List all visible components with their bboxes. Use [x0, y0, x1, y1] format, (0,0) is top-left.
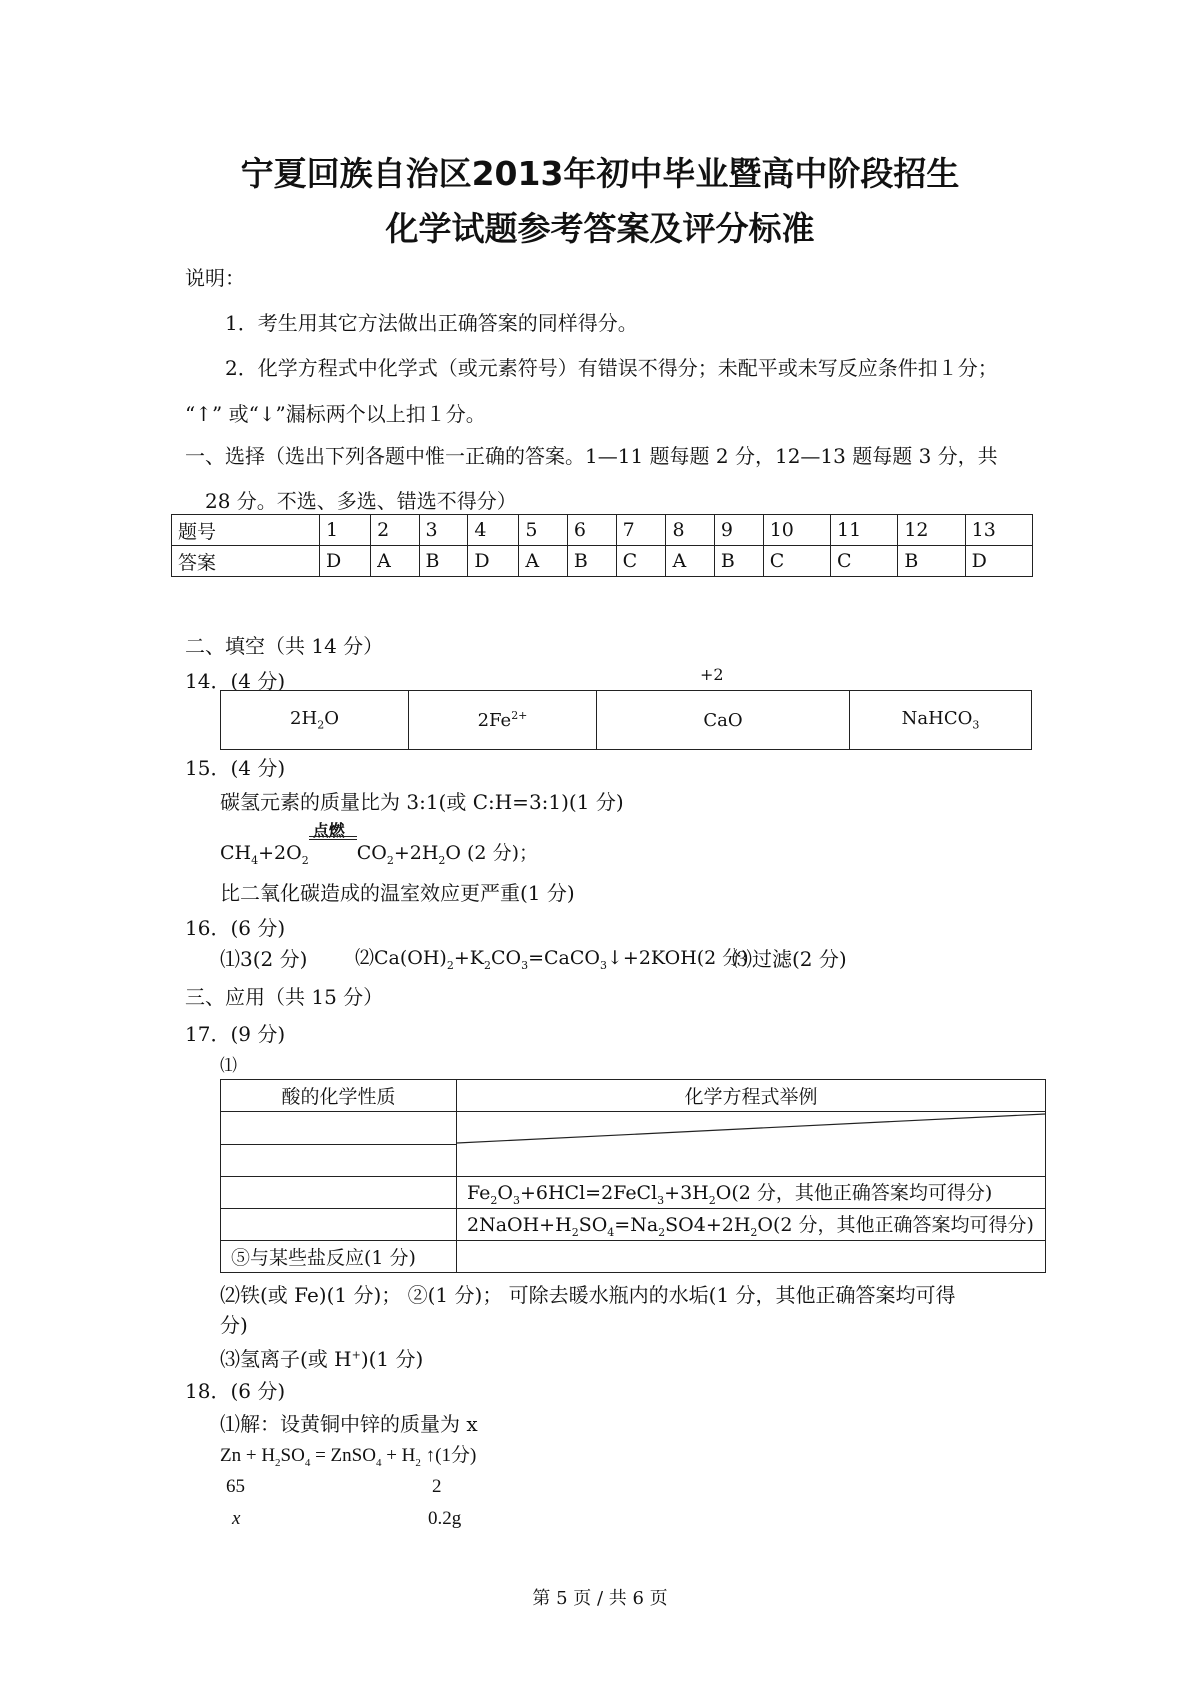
- q18-ratio-left-2: x: [232, 1508, 241, 1529]
- q17-sub1: ⑴: [220, 1056, 237, 1076]
- answer-cell: A: [519, 546, 567, 577]
- answer-cell: D: [468, 546, 519, 577]
- q17-cell: [221, 1209, 457, 1241]
- q17-col2-header: 化学方程式举例: [457, 1080, 1046, 1112]
- note-item-2-cont: “↑” 或“↓”漏标两个以上扣１分。: [185, 402, 486, 426]
- number-cell: 6: [567, 515, 616, 546]
- q18-ratio-right-2: 0.2g: [428, 1508, 462, 1529]
- q17-row3-equation: $Fe_2O_3+6HCl=2FeCl_3+3H_2O(2$ 分，其他正确答案均可得分): [457, 1177, 1046, 1209]
- q18-label: 18．(6 分): [185, 1379, 286, 1403]
- q17-sub3: ⑶氢离子(或 H+)(1 分): [220, 1347, 424, 1371]
- answer-table-answer-row: [172, 546, 1033, 577]
- q18-line-1: ⑴解：设黄铜中锌的质量为 x: [220, 1412, 478, 1436]
- number-cell: 7: [616, 515, 666, 546]
- section1-heading-cont: 28 分。不选、多选、错选不得分）: [205, 489, 517, 513]
- number-cell: 8: [666, 515, 714, 546]
- q16-answer-3: ⑶过滤(2 分): [732, 947, 847, 971]
- number-cell: 11: [831, 515, 898, 546]
- q17-cell: [221, 1144, 457, 1177]
- reaction-arrow: 点燃: [309, 842, 357, 864]
- answer-cell: B: [898, 546, 965, 577]
- q14-cell-3: CaO: [597, 691, 850, 750]
- q16-answer-1: ⑴3(2 分): [220, 947, 308, 971]
- answer-cell: C: [831, 546, 898, 577]
- notes-label: 说明：: [185, 266, 245, 290]
- q14-cell-2: $2Fe^{2+}$: [409, 691, 597, 750]
- q17-row5-label: ⑤与某些盐反应(1 分): [221, 1241, 457, 1273]
- number-cell: 1: [320, 515, 371, 546]
- answer-cell: A: [371, 546, 419, 577]
- q17-col1-header: 酸的化学性质: [221, 1080, 457, 1112]
- q15-line-3: 比二氧化碳造成的温室效应更严重(1 分): [220, 881, 575, 905]
- number-cell: 2: [371, 515, 419, 546]
- number-cell: 10: [763, 515, 830, 546]
- note-item-2: 2．化学方程式中化学式（或元素符号）有错误不得分；未配平或未写反应条件扣１分；: [225, 356, 998, 380]
- row-label-answer: 答案: [172, 546, 320, 577]
- q17-table: [220, 1079, 1046, 1273]
- answer-cell: B: [567, 546, 616, 577]
- answer-cell: D: [965, 546, 1032, 577]
- number-cell: 13: [965, 515, 1032, 546]
- answer-cell: D: [320, 546, 371, 577]
- number-cell: 4: [468, 515, 519, 546]
- answer-cell: B: [714, 546, 763, 577]
- q14-cell-4: NaHCO$_3$: [850, 691, 1032, 750]
- q17-cell: [221, 1177, 457, 1209]
- q15-equation: $CH_4+2O_2$ 点燃 $CO_2+2H_2O$ (2 分)；: [220, 821, 538, 867]
- answer-cell: A: [666, 546, 714, 577]
- q18-ratio-right-1: 2: [432, 1476, 442, 1497]
- q17-label: 17．(9 分): [185, 1022, 286, 1046]
- q18-equation: $Zn + H_2SO_4$ = ZnSO$_4$ + $H_2$ ↑(1分): [220, 1445, 477, 1469]
- q17-sub2-line2: 分): [220, 1313, 248, 1337]
- q17-cell: [221, 1112, 457, 1145]
- q15-label: 15．(4 分): [185, 756, 286, 780]
- number-cell: 9: [714, 515, 763, 546]
- number-cell: 12: [898, 515, 965, 546]
- answer-table-number-row: [172, 515, 1033, 546]
- answer-cell: C: [616, 546, 666, 577]
- q16-answer-2: $⑵Ca(OH)_2+K_2CO_3=CaCO_3↓+2KOH(2$ 分): [355, 947, 749, 972]
- page-subtitle: 化学试题参考答案及评分标准: [385, 209, 815, 248]
- section3-heading: 三、应用（共 15 分）: [185, 985, 384, 1009]
- answer-table: [171, 514, 1033, 577]
- page-title: 宁夏回族自治区2013年初中毕业暨高中阶段招生: [240, 154, 960, 193]
- q14-cell-1: $2H_2O$: [221, 691, 409, 750]
- valence-mark: +2: [700, 665, 724, 684]
- row-label-number: 题号: [172, 515, 320, 546]
- q16-label: 16．(6 分): [185, 916, 286, 940]
- section2-heading: 二、填空（共 14 分）: [185, 634, 384, 658]
- answer-cell: B: [419, 546, 468, 577]
- q15-line-1: 碳氢元素的质量比为 3:1(或 C:H=3:1)(1 分): [220, 790, 624, 814]
- answer-cell: C: [763, 546, 830, 577]
- q18-ratio-left-1: 65: [226, 1476, 245, 1497]
- q17-cell-diagonal: [457, 1112, 1046, 1177]
- page-footer: 第 5 页 / 共 6 页: [532, 1588, 668, 1609]
- q17-cell: [457, 1241, 1046, 1273]
- q14-label: 14．(4 分): [185, 669, 286, 693]
- section1-heading: 一、选择（选出下列各题中惟一正确的答案。1—11 题每题 2 分，12—13 题每题 3 分，共: [185, 444, 998, 468]
- note-item-1: 1．考生用其它方法做出正确答案的同样得分。: [225, 311, 638, 335]
- diagonal-line: [457, 1112, 1045, 1176]
- q17-row4-equation: $2NaOH+H_2SO_4=Na_2SO4+2H_2O(2$ 分，其他正确答案均可得分): [457, 1209, 1046, 1241]
- number-cell: 3: [419, 515, 468, 546]
- q17-sub2-line1: ⑵铁(或 Fe)(1 分)； ②(1 分)； 可除去暖水瓶内的水垢(1 分，其他正确答案均可得: [220, 1283, 956, 1307]
- number-cell: 5: [519, 515, 567, 546]
- q14-table: [220, 690, 1032, 750]
